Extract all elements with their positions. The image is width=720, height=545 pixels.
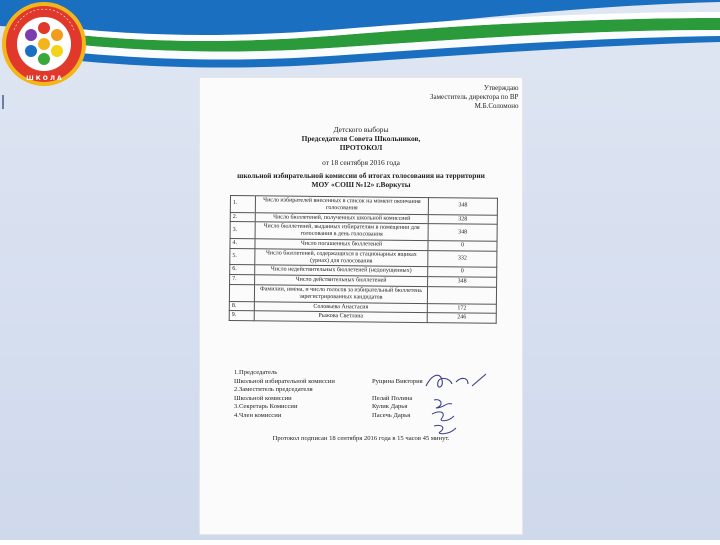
date-line: от 18 сентября 2016 года — [322, 158, 400, 167]
table-cell-num: 7. — [230, 275, 255, 285]
subtitle-line-2: МОУ «СОШ №12» г.Воркуты — [311, 180, 411, 189]
table-cell-val: 332 — [428, 250, 497, 267]
table-cell-desc: Число бюллетеней, полученных школьной комиссией — [255, 212, 428, 224]
signature-name: Пасечь Дарья — [372, 411, 411, 419]
table-cell-num: 2. — [230, 212, 255, 222]
approval-line-3: М.Б.Соломоно — [474, 102, 519, 110]
title-line-2: Председателя Совета Школьников, — [301, 134, 421, 143]
signature-1 — [422, 370, 492, 392]
table-cell-val: 172 — [427, 303, 496, 314]
signature-role: 2.Заместитель председателя — [234, 386, 313, 394]
table-cell-val: 0 — [428, 241, 497, 252]
table-cell-desc: Число погашенных бюллетеней — [255, 239, 428, 251]
signature-name: Рущина Виктория — [372, 377, 423, 385]
table-cell-desc: Соловьева Анастасия — [254, 301, 427, 313]
school-logo — [0, 0, 92, 92]
table-cell-desc: Число действительных бюллетеней — [255, 275, 428, 287]
table-cell-num: 5. — [230, 248, 255, 265]
signature-role: Школьной комиссии — [234, 394, 292, 402]
signature-role: Школьной избирательной комиссии — [234, 377, 335, 385]
table-cell-num: 1. — [230, 196, 255, 213]
footer-line: Протокол подписан 18 сентября 2016 года в 15 часов 45 минут. — [272, 435, 450, 442]
table-cell-val: 348 — [428, 198, 497, 215]
table-cell-num: 9. — [229, 311, 254, 321]
approval-line-1: Утверждаю — [483, 84, 519, 92]
table-cell-desc: Фамилии, имена, и число голосов за избирательный бюллетень зарегистрированных кандидатов — [254, 285, 427, 303]
table-cell-num: 4. — [230, 238, 255, 248]
table-cell-num: 6. — [230, 265, 255, 275]
results-table — [229, 195, 498, 324]
scanned-protocol-document — [200, 78, 522, 534]
table-cell-desc: Число недействительных бюллетеней (недопущенных) — [255, 265, 428, 277]
table-cell-desc: Число избирателей внесенных в список на момент окончания голосования — [255, 196, 428, 214]
title-line-1: Детского выборы — [333, 125, 389, 134]
decorative-marks — [0, 0, 10, 545]
approval-block — [430, 84, 518, 111]
signature-name: Пелай Полина — [372, 394, 413, 402]
table-cell-num: 3. — [230, 222, 255, 239]
table-cell-desc: Число бюллетеней, содержащихся в стационарных ящиках (урнах) для голосования — [255, 249, 428, 267]
title-line-3: ПРОТОКОЛ — [339, 143, 383, 152]
signature-name: Кулик Дарья — [372, 403, 408, 411]
table-cell-desc: Рыжова Светлана — [254, 311, 427, 323]
table-cell-val: 348 — [428, 224, 497, 241]
table-cell-num — [229, 284, 254, 301]
table-cell-num: 8. — [229, 301, 254, 311]
table-cell-val: 328 — [428, 214, 497, 225]
table-cell-val: 348 — [428, 277, 497, 288]
svg-text:Ш К О Л А: Ш К О Л А — [26, 75, 62, 82]
signature-role: 4.Член комиссии — [234, 411, 282, 419]
table-row — [229, 311, 496, 324]
table-cell-desc: Число бюллетеней, выданных избирателям в помещении для голосования в день голосования — [255, 222, 428, 240]
approval-line-2: Заместитель директора по ВР — [430, 93, 519, 101]
table-cell-val: 246 — [427, 313, 496, 324]
table-cell-val: 0 — [428, 267, 497, 278]
subtitle-line-1: школьной избирательной комиссии об итогах голосования на территории — [237, 171, 485, 180]
signature-role: 3.Секретарь Комиссии — [234, 403, 298, 411]
signature-role: 1.Председатель — [234, 369, 278, 376]
table-cell-val — [427, 287, 496, 304]
header-band — [0, 0, 720, 80]
